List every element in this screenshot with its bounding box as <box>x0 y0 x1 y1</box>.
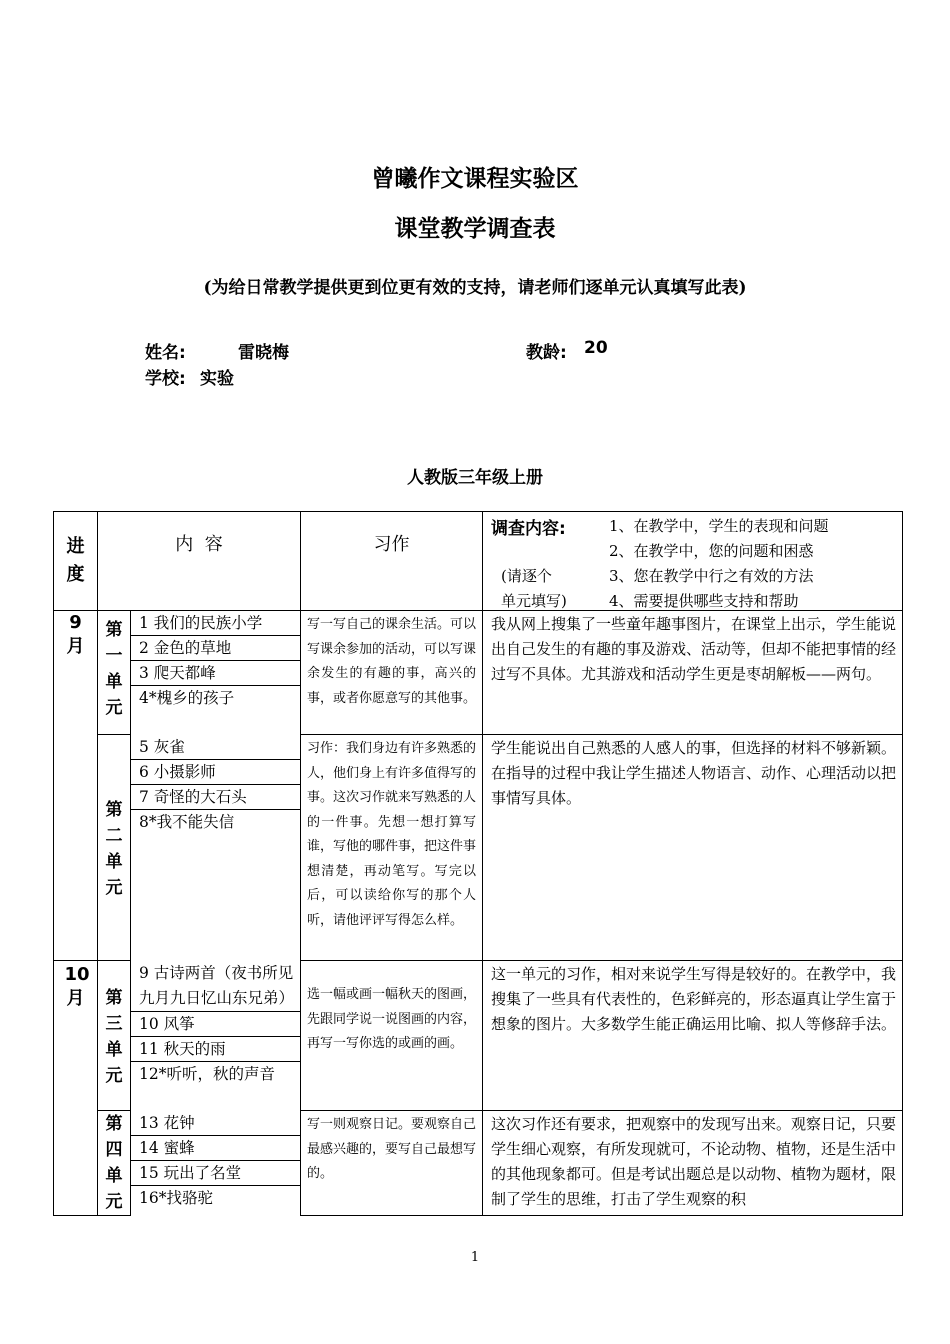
month-october: 10月 <box>54 961 98 1216</box>
lesson-list <box>131 735 301 961</box>
lesson-item: 12*听听，秋的声音 <box>139 1064 275 1083</box>
survey-label: 调查内容: <box>491 519 566 539</box>
lesson-item: 10 风筝 <box>131 1011 300 1036</box>
writing-task: 选一幅或画一幅秋天的图画，先跟同学说一说图画的内容，再写一写你选的或画的画。 <box>301 961 483 1111</box>
survey-table <box>53 511 903 1216</box>
header-progress: 进度 <box>54 512 98 611</box>
survey-question-3: 3、您在教学中行之有效的方法 <box>609 567 814 585</box>
teaching-age-value: 20 <box>584 338 608 358</box>
month-september: 9月 <box>54 611 98 961</box>
survey-question-4: 4、需要提供哪些支持和帮助 <box>609 592 799 610</box>
survey-response: 学生能说出自己熟悉的人感人的事，但选择的材料不够新颖。在指导的过程中我让学生描述人物语言、动作、心理活动以把事情写具体。 <box>483 735 903 961</box>
lesson-list <box>131 1111 301 1216</box>
lesson-item: 9 古诗两首（夜书所见 九月九日忆山东兄弟） <box>131 961 300 1012</box>
lesson-item: 1 我们的民族小学 <box>131 611 300 636</box>
header-content: 内 容 <box>98 512 301 611</box>
lesson-item: 3 爬天都峰 <box>131 661 300 686</box>
survey-response: 我从网上搜集了一些童年趣事图片，在课堂上出示，学生能说出自己发生的有趣的事及游戏、活动等，但却不能把事情的经过写不具体。尤其游戏和活动学生更是枣胡解板——两句。 <box>483 611 903 735</box>
lesson-item: 13 花钟 <box>131 1111 300 1136</box>
teaching-age-label: 教龄: <box>526 343 567 363</box>
writing-task: 写一写自己的课余生活。可以写课余参加的活动，可以写课余发生的有趣的事，高兴的事，或者你愿意写的其他事。 <box>301 611 483 735</box>
document-title: 曾曦作文课程实验区 <box>371 165 579 192</box>
lesson-item: 8*我不能失信 <box>139 812 235 831</box>
school-value: 实验 <box>200 369 234 389</box>
unit-label: 第一单元 <box>98 611 131 735</box>
survey-question-2: 2、在教学中，您的问题和困惑 <box>609 542 814 560</box>
lesson-list <box>131 961 301 1111</box>
survey-response: 这次习作还有要求，把观察中的发现写出来。观察日记，只要学生细心观察，有所发现就可，不论动物、植物，还是生活中的其他现象都可。但是考试出题总是以动物、植物为题材，限制了学生的思维，打击了学生观察的积 <box>483 1111 903 1216</box>
lesson-item: 7 奇怪的大石头 <box>131 784 300 809</box>
lesson-item: 5 灰雀 <box>131 735 300 760</box>
document-subtitle: 课堂教学调查表 <box>394 215 556 242</box>
survey-response: 这一单元的习作，相对来说学生写得是较好的。在教学中，我搜集了一些具有代表性的，色彩鲜亮的，形态逼真让学生富于想象的图片。大多数学生能正确运用比喻、拟人等修辞手法。 <box>483 961 903 1111</box>
writing-task: 习作：我们身边有许多熟悉的人，他们身上有许多值得写的事。这次习作就来写熟悉的人的一件事。先想一想打算写谁，写他的哪件事，把这件事想清楚，再动笔写。写完以后，可以读给你写的那个人听，请他评评写得怎么样。 <box>301 735 483 961</box>
name-label: 姓名: <box>145 343 186 363</box>
lesson-item: 15 玩出了名堂 <box>131 1160 300 1185</box>
lesson-item: 6 小摄影师 <box>131 759 300 784</box>
lesson-list <box>131 611 301 735</box>
school-label: 学校: <box>145 369 186 389</box>
header-writing: 习作 <box>301 512 483 611</box>
unit-label: 第二单元 <box>98 735 131 961</box>
page-number: 1 <box>470 1250 480 1265</box>
survey-note-2: 单元填写) <box>501 592 567 610</box>
textbook-edition: 人教版三年级上册 <box>407 468 543 488</box>
survey-note-1: (请逐个 <box>501 567 552 585</box>
name-value: 雷晓梅 <box>238 343 289 363</box>
lesson-item: 16*找骆驼 <box>139 1188 213 1207</box>
lesson-item: 14 蜜蜂 <box>131 1135 300 1160</box>
lesson-item: 2 金色的草地 <box>131 636 300 661</box>
survey-question-1: 1、在教学中，学生的表现和问题 <box>609 517 829 535</box>
unit-label: 第三单元 <box>98 961 131 1111</box>
header-survey <box>483 512 903 611</box>
document-note: (为给日常教学提供更到位更有效的支持，请老师们逐单元认真填写此表) <box>203 278 747 298</box>
writing-task: 写一则观察日记。要观察自己最感兴趣的，要写自己最想写的。 <box>301 1111 483 1216</box>
lesson-item: 11 秋天的雨 <box>131 1036 300 1061</box>
unit-label: 第四单元 <box>98 1111 131 1216</box>
lesson-item: 4*槐乡的孩子 <box>139 689 235 707</box>
